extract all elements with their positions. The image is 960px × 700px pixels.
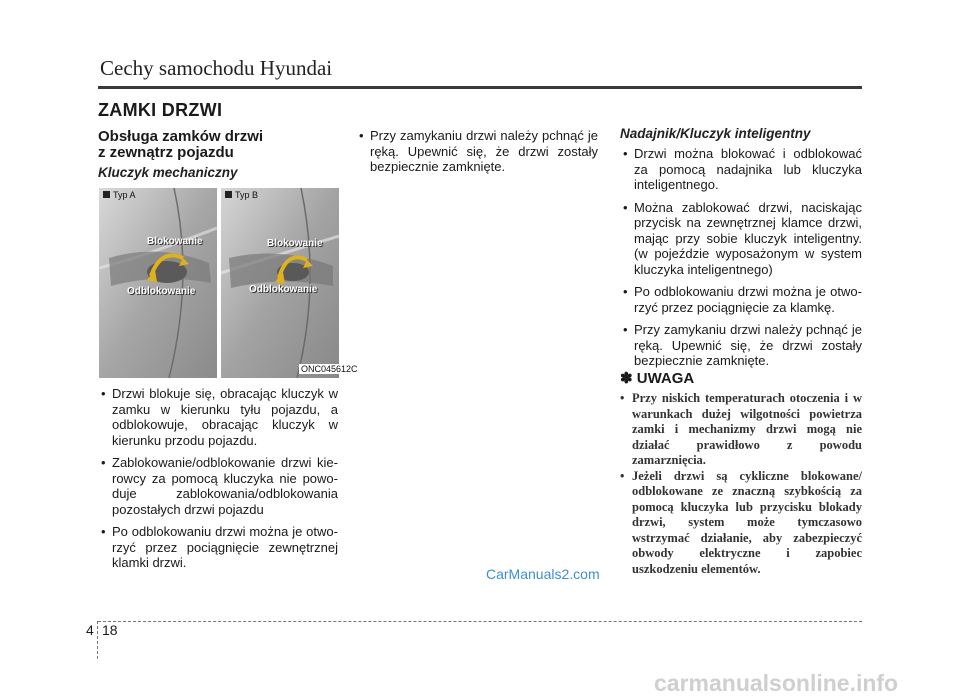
list-item: • Przy niskich temperaturach otoczenia i w warunkach dużej wilgotności powietrza zamki i mechanizmy drzwi mogą nie działać prawidłowo z powodu zamarznięcia. — [620, 391, 862, 469]
lock-label-b: Blokowanie — [267, 238, 323, 249]
col3-bullet-list — [620, 146, 862, 376]
lock-label-a: Blokowanie — [147, 236, 203, 247]
door-lock-figure — [99, 188, 358, 378]
list-item: • Drzwi blokuje się, obracając kluczyk w zamku w kierunku tyłu pojazdu, a odblokowuje, obracając kluczyk w kierunku przodu pojazdu. — [98, 386, 338, 448]
list-item: • Drzwi można blokować i odblokować za pomocą nadajnika lub kluczyka inteligentnego. — [620, 146, 862, 193]
figure-caption: ONC045612C — [301, 364, 358, 374]
asterisk-icon: ✽ — [620, 370, 633, 387]
col1-heading — [98, 129, 263, 161]
list-item: • Jeżeli drzwi są cykliczne blokowane/ odblokowane ze znaczną szybkością za pomocą kluczyka lub przycisku blokady drzwi, system może tymczasowo wstrzymać działanie, aby zabezpieczyć obwody elektryczne i zapobiec uszkodzeniu elementów. — [620, 469, 862, 578]
footer-divider — [97, 621, 98, 659]
page-number: 18 — [102, 622, 118, 638]
list-item: • Po odblokowaniu drzwi można je otworzyć przez pociągnięcie za klamkę. — [620, 284, 862, 315]
col3-subheading: Nadajnik/Kluczyk inteligentny — [620, 126, 811, 141]
col1-heading-line1: Obsługa zamków drzwi — [98, 128, 264, 145]
col1-bullet-list — [98, 386, 338, 578]
list-item: • Po odblokowaniu drzwi można je otworzyć przez pociągnięcie zewnętrznej klamki drzwi. — [98, 524, 338, 571]
chapter-number: 4 — [86, 622, 94, 638]
square-bullet-icon — [103, 191, 110, 198]
list-item: • Zablokowanie/odblokowanie drzwi kierowcy za pomocą kluczyka nie powoduje zablokowania/odblokowania pozostałych drzwi pojazdu — [98, 455, 338, 517]
list-item: • Przy zamykaniu drzwi należy pchnąć je ręką. Upewnić się, że drzwi zostały bezpiecznie zamknięte. — [356, 128, 598, 175]
door-handle-illustration-a — [99, 188, 217, 378]
door-handle-illustration-b — [221, 188, 339, 378]
unlock-label-a: Odblokowanie — [127, 286, 196, 297]
list-item: • Przy zamykaniu drzwi należy pchnąć je ręką. Upewnić się, że drzwi zostały bezpiecznie zamknięte. — [620, 322, 862, 369]
section-title: ZAMKI DRZWI — [98, 100, 223, 120]
col1-heading-line2: z zewnątrz pojazdu — [98, 144, 234, 161]
warning-title-text: UWAGA — [636, 370, 695, 387]
list-item: • Można zablokować drzwi, naciskając przycisk na zewnętrznej klamce drzwi, mając przy sobie kluczyk inteligentny. (w pojeździe wyposażonym w system kluczyka inteligentnego) — [620, 200, 862, 278]
warning-list — [620, 391, 862, 577]
unlock-label-b: Odblokowanie — [249, 284, 318, 295]
col2-bullet-list — [356, 128, 598, 182]
watermark-link[interactable]: CarManuals2.com — [486, 566, 600, 582]
warning-title — [620, 369, 694, 387]
bottom-watermark: carmanualsonline.info — [654, 670, 899, 696]
square-bullet-icon — [225, 191, 232, 198]
panel-b-label: Typ B — [225, 190, 258, 200]
figure-panel-b — [221, 188, 339, 378]
header-rule — [98, 86, 862, 89]
panel-a-label: Typ A — [103, 190, 136, 200]
header-title: Cechy samochodu Hyundai — [100, 56, 333, 80]
col1-subheading: Kluczyk mechaniczny — [98, 165, 238, 180]
figure-panel-a — [99, 188, 217, 378]
footer-rule — [98, 621, 862, 622]
